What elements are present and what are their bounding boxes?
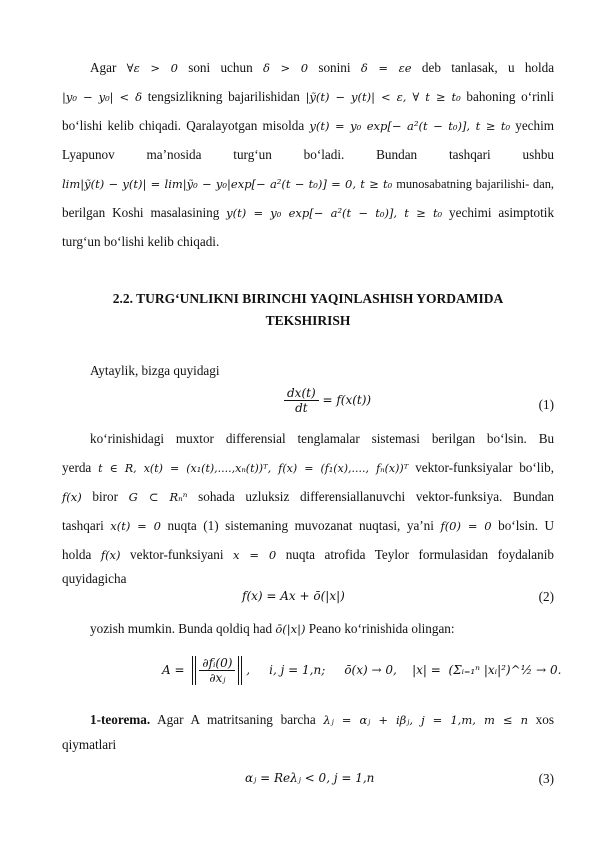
word: holda [62, 547, 92, 562]
line [62, 540, 554, 569]
line [62, 705, 554, 734]
paragraph-intro [62, 356, 554, 385]
line [62, 453, 554, 482]
word: Lyapunov [62, 147, 115, 162]
formula-inline: δ > 0 [262, 61, 309, 75]
formula-inline: x(t) = 0 [110, 519, 161, 533]
word: bo‘ladi. [303, 147, 345, 162]
equation-number: (1) [538, 397, 554, 412]
word: Agar [90, 60, 117, 75]
section-heading-line: 2.2. TURG‘UNLIKNI BIRINCHI YAQINLASHISH YORDAMIDA [112, 291, 504, 306]
word: munosabatning bajarilishi- dan, [396, 177, 554, 191]
word: xos [535, 712, 554, 727]
word: atrofida [324, 547, 366, 562]
formula-inline: δ = εe [360, 61, 412, 75]
fraction [199, 656, 235, 685]
equation-3 [62, 768, 554, 792]
word: vektor-funksiya. [415, 489, 503, 504]
line [62, 53, 554, 82]
equation-1 [62, 384, 554, 424]
word: Peano ko‘rinishida olingan: [308, 621, 455, 636]
word: holda [524, 60, 555, 75]
word: bo‘lsin. [486, 431, 527, 446]
line [62, 734, 554, 756]
formula-inline: t ∈ R, x(t) = (x₁(t),....,xₙ(t))ᵀ, f(x) = (f₁(x),...., fₙ(x))ᵀ [98, 462, 409, 475]
numerator: ∂fᵢ(0) [199, 656, 235, 671]
fraction [284, 386, 319, 415]
theorem-1 [62, 705, 554, 756]
word: Bundan [376, 147, 418, 162]
word: yechim [515, 118, 555, 133]
formula-inline: f(x) [62, 490, 82, 504]
word: biror [92, 489, 118, 504]
word: quyidagicha [62, 571, 127, 586]
word: differensiallanuvchi [299, 489, 406, 504]
equation-number: (2) [538, 589, 554, 604]
formula-inline: ō(|x|) [275, 622, 306, 636]
numerator: dx(t) [284, 386, 319, 401]
word: asimptotik [498, 205, 555, 220]
paragraph-peano [62, 614, 554, 643]
word: sohada [198, 489, 235, 504]
line [62, 140, 554, 169]
word: kelib [107, 118, 134, 133]
denominator: ∂xⱼ [209, 671, 226, 685]
word: ya’ni [406, 518, 434, 533]
word: Koshi [112, 205, 144, 220]
word: tenglamalar [297, 431, 360, 446]
word: bajarilishidan [228, 89, 300, 104]
line [62, 227, 554, 256]
section-heading [62, 288, 554, 332]
word: uzluksiz [245, 489, 290, 504]
word: U [544, 518, 555, 533]
formula-inline: x = 0 [233, 548, 277, 562]
word: bo‘lsin. [498, 518, 539, 533]
formula-inline: y(t) = y₀ exp[− a²(t − t₀)], t ≥ t₀ [309, 119, 511, 133]
word: sistemasi [371, 431, 420, 446]
word: qiymatlari [62, 737, 117, 752]
word: tanlasak, [451, 60, 498, 75]
word: Agar [157, 712, 184, 727]
word: turg‘un [233, 147, 272, 162]
line [62, 511, 554, 540]
formula-inline: G ⊂ Rₙⁿ [128, 490, 188, 504]
equation-jacobian [62, 652, 562, 700]
equation-2-formula: f(x) = Ax + ō(|x|) [242, 589, 345, 603]
formula-inline: λⱼ = αⱼ + iβⱼ, j = 1,m, m ≤ n [323, 713, 528, 727]
denominator: dt [295, 401, 308, 415]
word: deb [421, 60, 441, 75]
word: foydalanib [497, 547, 555, 562]
word: ma’nosida [146, 147, 202, 162]
word: misolda [262, 118, 305, 133]
word: chiqadi. [138, 118, 182, 133]
word: turg‘un bo‘lishi kelib chiqadi. [62, 234, 220, 249]
word: muxtor [175, 431, 214, 446]
word: vektor-funksiyalar bo‘lib, [415, 460, 555, 475]
line: Aytaylik, bizga quyidagi [90, 363, 220, 378]
equation-3-formula: αⱼ = Reλⱼ < 0, j = 1,n [245, 771, 375, 785]
word: soni [188, 60, 211, 75]
word: Qaralayotgan [186, 118, 258, 133]
equation-jacobian-formula [162, 656, 561, 685]
word: ushbu [522, 147, 555, 162]
word: sonini [318, 60, 351, 75]
equation-number: (3) [538, 771, 554, 786]
formula-inline: f(x) [100, 548, 121, 562]
formula-inline: y(t) = y₀ exp[− a²(t − t₀)], t ≥ t₀ [226, 206, 443, 220]
word: barcha [280, 712, 316, 727]
word: bo‘lishi [62, 118, 103, 133]
word: o‘rinli [521, 89, 555, 104]
line [62, 614, 554, 643]
word: nuqta [167, 518, 197, 533]
word: uchun [220, 60, 253, 75]
equation-1-formula [284, 386, 371, 415]
word: muvozanat [294, 518, 353, 533]
word: Bundan [512, 489, 555, 504]
line [62, 482, 554, 511]
word: tengsizlikning [147, 89, 223, 104]
word: matritsaning [206, 712, 273, 727]
line [62, 169, 554, 198]
word: berilgan [62, 205, 106, 220]
equation-rhs: = f(x(t)) [322, 393, 372, 407]
word: nuqtasi, [358, 518, 401, 533]
word: vektor-funksiyani [130, 547, 224, 562]
paragraph-system [62, 424, 554, 589]
word: tashqari [448, 147, 491, 162]
formula-inline: ∀ε > 0 [126, 61, 178, 75]
matrix-bracket-inner [195, 656, 239, 685]
line [62, 424, 554, 453]
word: A [190, 712, 200, 727]
equation-rest: , i, j = 1,n; ō(x) → 0, |x| = [246, 663, 445, 677]
word: Bu [538, 431, 555, 446]
word: (1) [203, 518, 219, 533]
word: berilgan [431, 431, 476, 446]
matrix-bracket [192, 656, 242, 685]
word: yozish mumkin. Bunda qoldiq had [90, 621, 273, 636]
formula-inline: lim|ỹ(t) − y(t)| = lim|ỹ₀ − y₀|exp[− a²(t − t₀)] = 0, t ≥ t₀ [62, 177, 393, 191]
word: tashqari [62, 518, 104, 533]
word: sistemaning [225, 518, 289, 533]
line [62, 111, 554, 140]
word: masalasining [150, 205, 220, 220]
word: bahoning [466, 89, 516, 104]
formula-inline: f(0) = 0 [440, 519, 492, 533]
matrix-symbol: A = [162, 663, 185, 677]
word: nuqta [285, 547, 315, 562]
norm-definition: (Σᵢ₌₁ⁿ |xᵢ|²)^½ → 0. [448, 663, 562, 677]
formula-inline: |y₀ − y₀| < δ [62, 90, 143, 104]
paragraph-lyapunov-example [62, 53, 554, 256]
word: yechimi [449, 205, 492, 220]
word: formulasidan [418, 547, 489, 562]
theorem-title: 1-teorema. [90, 712, 151, 727]
word: ko‘rinishidagi [90, 431, 164, 446]
line [62, 198, 554, 227]
word: u [507, 60, 515, 75]
word: differensial [225, 431, 286, 446]
word: yerda [62, 460, 92, 475]
equation-2 [62, 586, 554, 610]
line [62, 82, 554, 111]
section-heading-line: TEKSHIRISH [265, 313, 351, 328]
word: Teylor [374, 547, 410, 562]
formula-inline: |ỹ(t) − y(t)| < ε, ∀ t ≥ t₀ [305, 90, 461, 104]
